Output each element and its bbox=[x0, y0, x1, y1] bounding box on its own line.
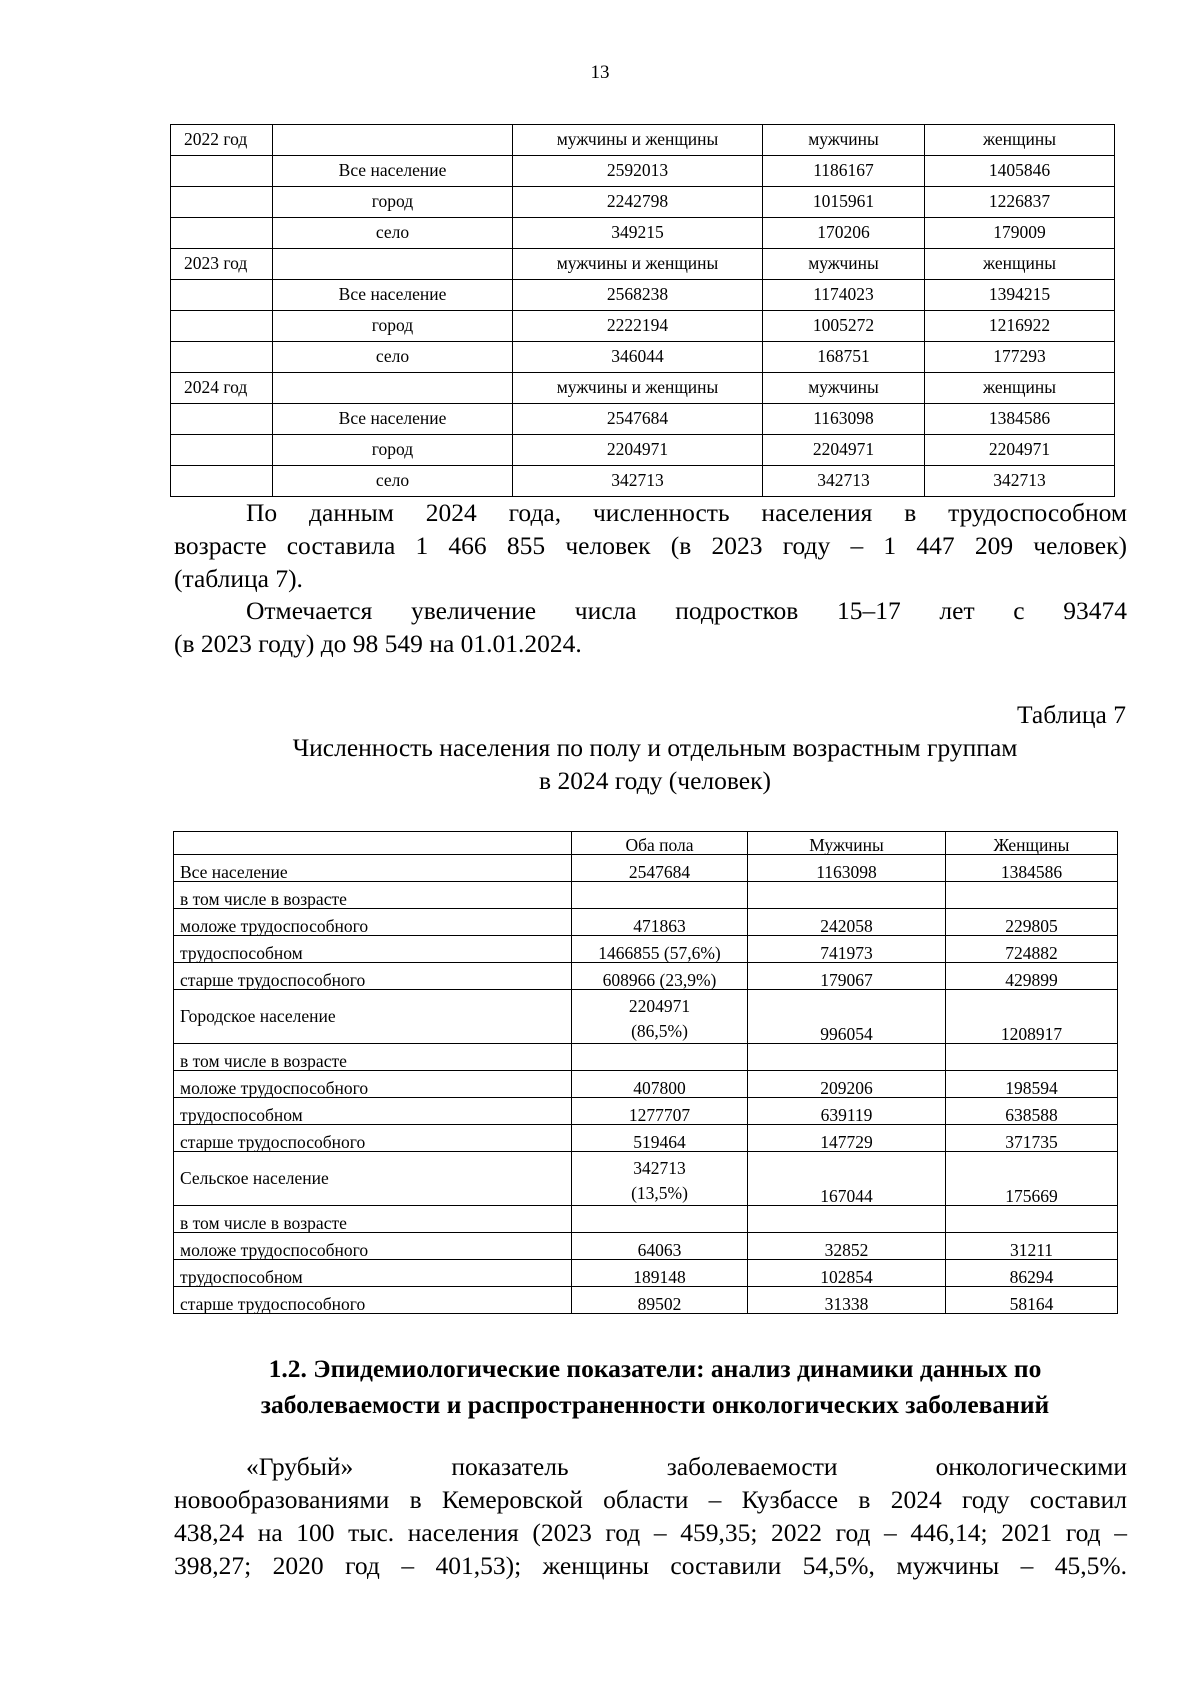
table-7 bbox=[173, 831, 1118, 1314]
row-label: в том числе в возрасте bbox=[174, 1044, 572, 1071]
row-label: Городское население bbox=[174, 990, 572, 1044]
value-cell: 2547684 bbox=[513, 404, 763, 435]
value-cell: 2592013 bbox=[513, 156, 763, 187]
table-row bbox=[171, 404, 1115, 435]
value-cell: 31211 bbox=[946, 1233, 1118, 1260]
value-cell: 996054 bbox=[748, 990, 946, 1044]
row-label: трудоспособном bbox=[174, 1098, 572, 1125]
table-row bbox=[174, 1206, 1118, 1233]
row-label: Все население bbox=[273, 404, 513, 435]
value-cell: 189148 bbox=[572, 1260, 748, 1287]
row-label: Все население bbox=[174, 855, 572, 882]
value-cell: 1216922 bbox=[925, 311, 1115, 342]
value-cell: 638588 bbox=[946, 1098, 1118, 1125]
table-row bbox=[174, 1260, 1118, 1287]
table-row bbox=[171, 435, 1115, 466]
table-row bbox=[171, 249, 1115, 280]
row-label: старше трудоспособного bbox=[174, 1125, 572, 1152]
value-cell: 342713 bbox=[925, 466, 1115, 497]
value-cell: 209206 bbox=[748, 1071, 946, 1098]
value-cell: 471863 bbox=[572, 909, 748, 936]
value-cell: 346044 bbox=[513, 342, 763, 373]
table-row bbox=[171, 311, 1115, 342]
header-cell: женщины bbox=[925, 373, 1115, 404]
year-cell: 2024 год bbox=[171, 373, 273, 404]
table-row bbox=[174, 1125, 1118, 1152]
value-cell: 168751 bbox=[763, 342, 925, 373]
paragraph-line: возрасте составила 1 466 855 человек (в 2023 году – 1 447 209 человек) bbox=[174, 531, 1127, 560]
value-cell: 229805 bbox=[946, 909, 1118, 936]
value-cell: 58164 bbox=[946, 1287, 1118, 1314]
value-cell: 519464 bbox=[572, 1125, 748, 1152]
value-cell: 2204971 (86,5%) bbox=[572, 990, 748, 1044]
table-row bbox=[171, 125, 1115, 156]
value-cell: 1384586 bbox=[925, 404, 1115, 435]
value-cell: 342713 (13,5%) bbox=[572, 1152, 748, 1206]
population-by-year-table bbox=[170, 124, 1115, 497]
header-cell: женщины bbox=[925, 249, 1115, 280]
paragraph-line: 398,27; 2020 год – 401,53); женщины составили 54,5%, мужчины – 45,5%. bbox=[174, 1551, 1127, 1580]
table-row bbox=[174, 1044, 1118, 1071]
header-cell: мужчины и женщины bbox=[513, 373, 763, 404]
table-row bbox=[171, 156, 1115, 187]
table-row bbox=[171, 373, 1115, 404]
value-cell: 102854 bbox=[748, 1260, 946, 1287]
table-row bbox=[174, 1071, 1118, 1098]
value-cell: 170206 bbox=[763, 218, 925, 249]
value-cell: 32852 bbox=[748, 1233, 946, 1260]
value-cell: 1163098 bbox=[748, 855, 946, 882]
paragraph-line: 438,24 на 100 тыс. населения (2023 год – 459,35; 2022 год – 446,14; 2021 год – bbox=[174, 1518, 1127, 1547]
row-label: город bbox=[273, 187, 513, 218]
row-label: моложе трудоспособного bbox=[174, 1233, 572, 1260]
row-label: село bbox=[273, 466, 513, 497]
table-title: в 2024 году (человек) bbox=[539, 766, 771, 795]
row-label: город bbox=[273, 311, 513, 342]
row-label: старше трудоспособного bbox=[174, 1287, 572, 1314]
value-cell: 2242798 bbox=[513, 187, 763, 218]
table-row bbox=[174, 1152, 1118, 1206]
row-label: Все население bbox=[273, 156, 513, 187]
page-number: 13 bbox=[590, 62, 610, 83]
value-cell: 1163098 bbox=[763, 404, 925, 435]
value-cell: 2568238 bbox=[513, 280, 763, 311]
value-cell: 1174023 bbox=[763, 280, 925, 311]
value-cell: 2204971 bbox=[513, 435, 763, 466]
table-row bbox=[171, 280, 1115, 311]
header-cell: мужчины и женщины bbox=[513, 249, 763, 280]
value-cell: 1186167 bbox=[763, 156, 925, 187]
value-cell: 147729 bbox=[748, 1125, 946, 1152]
value-cell: 1005272 bbox=[763, 311, 925, 342]
value-cell: 167044 bbox=[748, 1152, 946, 1206]
value-cell: 407800 bbox=[572, 1071, 748, 1098]
value-cell: 2222194 bbox=[513, 311, 763, 342]
value-cell: 86294 bbox=[946, 1260, 1118, 1287]
table-label: Таблица 7 bbox=[1016, 700, 1126, 729]
value-cell: 179067 bbox=[748, 963, 946, 990]
section-heading: 1.2. Эпидемиологические показатели: анализ динамики данных по bbox=[268, 1354, 1042, 1383]
value-cell: 1015961 bbox=[763, 187, 925, 218]
table-row bbox=[171, 218, 1115, 249]
value-cell: 2547684 bbox=[572, 855, 748, 882]
paragraph-line: (таблица 7). bbox=[174, 564, 303, 593]
value-cell: 429899 bbox=[946, 963, 1118, 990]
table-row bbox=[174, 882, 1118, 909]
value-cell: 1405846 bbox=[925, 156, 1115, 187]
value-cell: 639119 bbox=[748, 1098, 946, 1125]
value-cell: 89502 bbox=[572, 1287, 748, 1314]
paragraph-line: новообразованиями в Кемеровской области – Кузбассе в 2024 году составил bbox=[174, 1485, 1127, 1514]
table-row bbox=[174, 855, 1118, 882]
row-label: село bbox=[273, 342, 513, 373]
value-cell: 177293 bbox=[925, 342, 1115, 373]
header-cell: мужчины и женщины bbox=[513, 125, 763, 156]
value-cell: 1466855 (57,6%) bbox=[572, 936, 748, 963]
table-row bbox=[171, 466, 1115, 497]
row-label: старше трудоспособного bbox=[174, 963, 572, 990]
paragraph-line: Отмечается увеличение числа подростков 15–17 лет с 93474 bbox=[246, 596, 1127, 625]
value-cell: 2204971 bbox=[763, 435, 925, 466]
value-cell: 741973 bbox=[748, 936, 946, 963]
table-row bbox=[174, 1098, 1118, 1125]
table-title: Численность населения по полу и отдельным возрастным группам bbox=[292, 733, 1018, 762]
row-label: Сельское население bbox=[174, 1152, 572, 1206]
row-label: моложе трудоспособного bbox=[174, 909, 572, 936]
value-cell: 64063 bbox=[572, 1233, 748, 1260]
row-label: Все население bbox=[273, 280, 513, 311]
value-cell: 242058 bbox=[748, 909, 946, 936]
table-row bbox=[174, 936, 1118, 963]
row-label: город bbox=[273, 435, 513, 466]
row-label: в том числе в возрасте bbox=[174, 882, 572, 909]
year-cell: 2022 год bbox=[171, 125, 273, 156]
table-row bbox=[174, 1233, 1118, 1260]
header-cell: мужчины bbox=[763, 373, 925, 404]
value-cell: 1226837 bbox=[925, 187, 1115, 218]
year-cell: 2023 год bbox=[171, 249, 273, 280]
value-cell: 371735 bbox=[946, 1125, 1118, 1152]
row-label: в том числе в возрасте bbox=[174, 1206, 572, 1233]
table-row bbox=[171, 187, 1115, 218]
header-cell: женщины bbox=[925, 125, 1115, 156]
value-cell: 2204971 bbox=[925, 435, 1115, 466]
value-cell: 198594 bbox=[946, 1071, 1118, 1098]
value-cell: 1208917 bbox=[946, 990, 1118, 1044]
value-cell: 608966 (23,9%) bbox=[572, 963, 748, 990]
value-cell: 31338 bbox=[748, 1287, 946, 1314]
value-cell: 1394215 bbox=[925, 280, 1115, 311]
value-cell: 179009 bbox=[925, 218, 1115, 249]
paragraph-line: (в 2023 году) до 98 549 на 01.01.2024. bbox=[174, 629, 582, 658]
value-cell: 724882 bbox=[946, 936, 1118, 963]
table-row bbox=[174, 990, 1118, 1044]
section-heading: заболеваемости и распространенности онкологических заболеваний bbox=[260, 1390, 1050, 1419]
paragraph-line: «Грубый» показатель заболеваемости онкологическими bbox=[246, 1452, 1127, 1481]
value-cell: 1384586 bbox=[946, 855, 1118, 882]
row-label: село bbox=[273, 218, 513, 249]
table-row bbox=[174, 963, 1118, 990]
value-cell: 349215 bbox=[513, 218, 763, 249]
table-header-row bbox=[174, 832, 1118, 855]
table-row bbox=[171, 342, 1115, 373]
header-cell: мужчины bbox=[763, 249, 925, 280]
row-label: трудоспособном bbox=[174, 936, 572, 963]
row-label: моложе трудоспособного bbox=[174, 1071, 572, 1098]
value-cell: 342713 bbox=[513, 466, 763, 497]
table-row bbox=[174, 909, 1118, 936]
table-row bbox=[174, 1287, 1118, 1314]
value-cell: 175669 bbox=[946, 1152, 1118, 1206]
value-cell: 342713 bbox=[763, 466, 925, 497]
paragraph-line: По данным 2024 года, численность населения в трудоспособном bbox=[246, 498, 1127, 527]
value-cell: 1277707 bbox=[572, 1098, 748, 1125]
header-cell: Мужчины bbox=[748, 832, 946, 855]
header-cell: мужчины bbox=[763, 125, 925, 156]
header-cell: Оба пола bbox=[572, 832, 748, 855]
header-cell: Женщины bbox=[946, 832, 1118, 855]
row-label: трудоспособном bbox=[174, 1260, 572, 1287]
